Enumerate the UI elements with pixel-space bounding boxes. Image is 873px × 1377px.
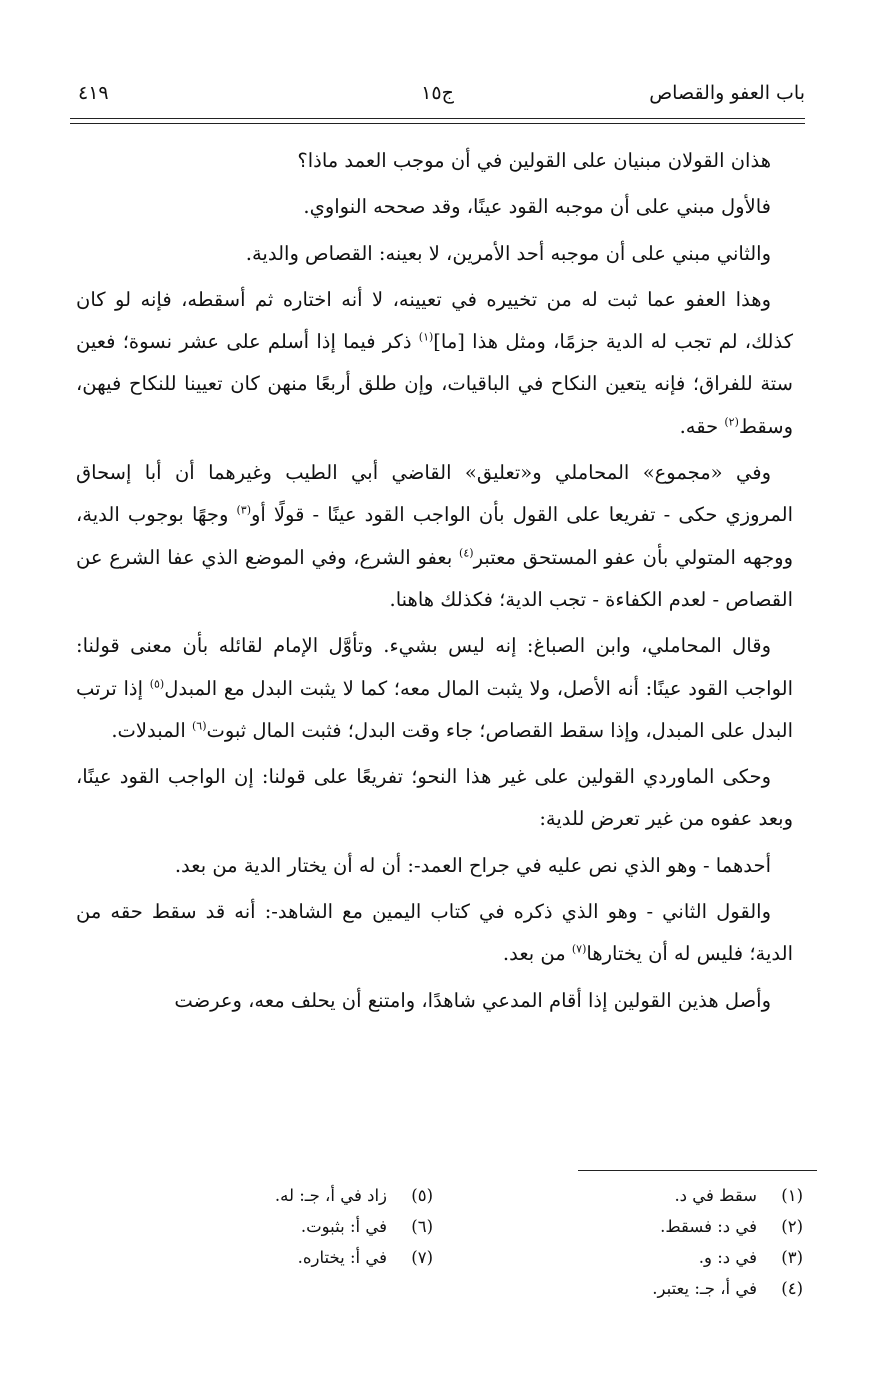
paragraph-text: ذكر فيما إذا أسلم على عشر نسوة؛ فعين ستة للفراق؛ فإنه يتعين النكاح في الباقيات، وإن طلق أربعًا منهن كان تعيينا للنكاح فيهن، وسقط [76,330,793,438]
paragraph-text: والقول الثاني - وهو الذي ذكره في كتاب اليمين مع الشاهد-: أنه قد سقط حقه من الدية؛ فليس له أن يختارها [76,900,793,966]
footnote-number: (٧) [411,1248,433,1267]
footnote-number: (١) [781,1186,803,1205]
footnote-number: (٢) [781,1217,803,1236]
paragraph-text: وحكى الماوردي القولين على غير هذا النحو؛ تفريعًا على قولنا: إن الواجب القود عينًا، وبعد عفوه من غير تعرض للدية: [76,765,793,831]
paragraph [76,279,793,448]
paragraph [76,452,793,621]
paragraph [76,980,793,1022]
header-rule-bottom [70,123,805,124]
paragraph-text: إذا ترتب البدل على المبدل، وإذا سقط القصاص؛ جاء وقت البدل؛ فثبت المال ثبوت [76,676,793,742]
paragraph-text: وفي «مجموع» المحاملي و«تعليق» القاضي أبي الطيب وغيرهما أن أبا إسحاق المروزي حكى - تفريعا على القول بأن الواجب القود عينًا - قولًا أو [76,461,793,527]
footnote-number: (٥) [411,1186,433,1205]
footnote-number: (٤) [781,1279,803,1298]
footnote [203,1180,433,1211]
paragraph [76,891,793,976]
footnote-marker: (٢) [724,415,739,429]
paragraph [76,233,793,275]
footnote-text: في أ: بثبوت. [300,1217,387,1236]
footnotes-left-column [203,1180,433,1273]
page-number: ٤١٩ [78,82,109,104]
footnote [573,1211,803,1242]
footnote [573,1242,803,1273]
footnote-marker: (٣) [236,503,251,517]
footnote-text: في أ، جـ: يعتبر. [652,1279,757,1298]
volume-label: ج١٥ [421,82,454,104]
paragraph [76,756,793,841]
running-header [70,82,805,112]
paragraph [76,186,793,228]
footnote-marker: (٧) [571,942,587,956]
paragraph-text: حقه. [679,414,725,438]
footnote [203,1211,433,1242]
footnote-marker: (٥) [149,677,165,691]
paragraph-text: أحدهما - وهو الذي نص عليه في جراح العمد-: أن له أن يختار الدية من بعد. [174,853,771,877]
footnote-text: في د: و. [698,1248,757,1267]
footnote-marker: (٤) [459,546,474,560]
paragraph [76,845,793,887]
footnote-separator [578,1170,817,1171]
footnote [573,1180,803,1211]
footnote-number: (٣) [781,1248,803,1267]
paragraph [76,625,793,752]
footnote-number: (٦) [411,1217,433,1236]
paragraph-text: بعفو الشرع، وفي الموضع الذي عفا الشرع عن القصاص - لعدم الكفاءة - تجب الدية؛ فكذلك هاهنا. [76,545,793,611]
chapter-title: باب العفو والقصاص [649,82,805,104]
paragraph-text: هذان القولان مبنيان على القولين في أن موجب العمد ماذا؟ [297,149,771,172]
footnote-text: في أ: يختاره. [297,1248,387,1267]
paragraph-text: فالأول مبني على أن موجبه القود عينًا، وقد صححه النواوي. [303,195,771,219]
footnote-marker: (١) [418,330,434,344]
paragraph-text: من بعد. [502,942,572,966]
footnote-text: سقط في د. [674,1186,757,1205]
footnotes-right-column [573,1180,803,1304]
paragraph [76,140,793,182]
footnote-text: في د: فسقط. [660,1217,757,1236]
paragraph-text: وأصل هذين القولين إذا أقام المدعي شاهدًا، وامتنع أن يحلف معه، وعرضت [174,988,771,1012]
footnote-marker: (٦) [191,719,207,733]
footnote [203,1242,433,1273]
main-text [76,140,793,1026]
paragraph-text: وهذا العفو عما ثبت له من تخييره في تعيينه، لا أنه اختاره ثم أسقطه، فإنه لو كان كذلك، لم تجب له الدية جزمًا، ومثل هذا [ما] [76,287,793,354]
paragraph-text: وقال المحاملي، وابن الصباغ: إنه ليس بشيء. وتأوَّل الإمام لقائله بأن معنى قولنا: الواجب القود عينًا: أنه الأصل، ولا يثبت المال معه؛ كما لا يثبت البدل مع المبدل [76,634,793,700]
paragraph-text: والثاني مبني على أن موجبه أحد الأمرين، لا بعينه: القصاص والدية. [245,241,771,265]
paragraph-text: وجهًا بوجوب الدية، ووجهه المتولي بأن عفو المستحق معتبر [76,503,793,569]
header-rule-top [70,118,805,119]
footnote-text: زاد في أ، جـ: له. [274,1186,387,1205]
footnote [573,1273,803,1304]
paragraph-text: المبدلات. [111,718,192,742]
